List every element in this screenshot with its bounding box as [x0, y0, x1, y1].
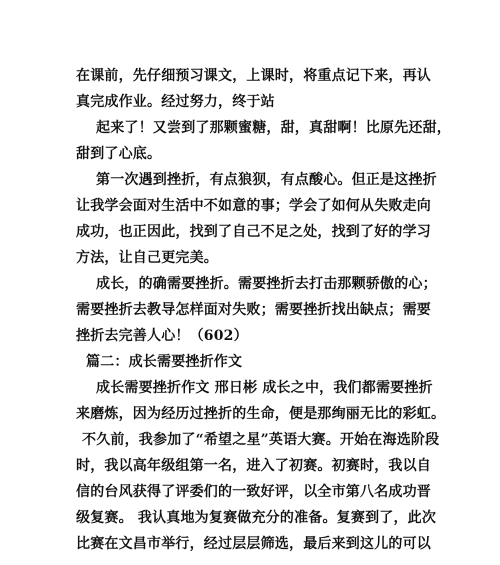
text-line: 时，我以高年级组第一名，进入了初赛。初赛时，我以自 [76, 458, 431, 474]
text-line: 成长，的确需要挫折。需要挫折去打击那颗骄傲的心； [96, 276, 437, 292]
text-line: 信的台风获得了评委们的一致好评，以全市第八名成功晋 [76, 484, 431, 500]
text-line: 需要挫折去教导怎样面对失败；需要挫折找出缺点；需要 [76, 302, 431, 318]
text-line: 来磨炼，因为经历过挫折的生命，便是那绚丽无比的彩虹。 [76, 406, 446, 422]
text-line: 方法，让自己更完美。 [76, 250, 218, 266]
text-line: 不久前，我参加了“希望之星”英语大赛。开始在海选阶段 [82, 432, 440, 448]
text-line: 级复赛。 我认真地为复赛做充分的准备。复赛到了，此次 [76, 510, 437, 526]
text-line: 在课前，先仔细预习课文，上课时，将重点记下来，再认 [76, 68, 431, 84]
text-line: 比赛在文昌市举行，经过层层筛选，最后来到这儿的可以 [76, 536, 431, 552]
section-heading: 篇二：成长需要挫折作文 [86, 354, 243, 370]
text-line: 挫折去完善人心！（602） [76, 328, 248, 344]
text-line: 起来了！又尝到了那颗蜜糖，甜，真甜啊！比原先还甜， [96, 120, 451, 136]
text-line: 成功，也正因此，找到了自己不足之处，找到了好的学习 [76, 224, 431, 240]
text-line: 成长需要挫折作文 邢日彬 成长之中，我们都需要挫折 [96, 380, 433, 396]
text-line: 甜到了心底。 [76, 146, 162, 162]
text-line: 第一次遇到挫折，有点狼狈，有点酸心。但正是这挫折 [96, 172, 437, 188]
text-line: 让我学会面对生活中不如意的事；学会了如何从失败走向 [76, 198, 431, 214]
text-line: 真完成作业。经过努力，终于站 [76, 94, 275, 110]
